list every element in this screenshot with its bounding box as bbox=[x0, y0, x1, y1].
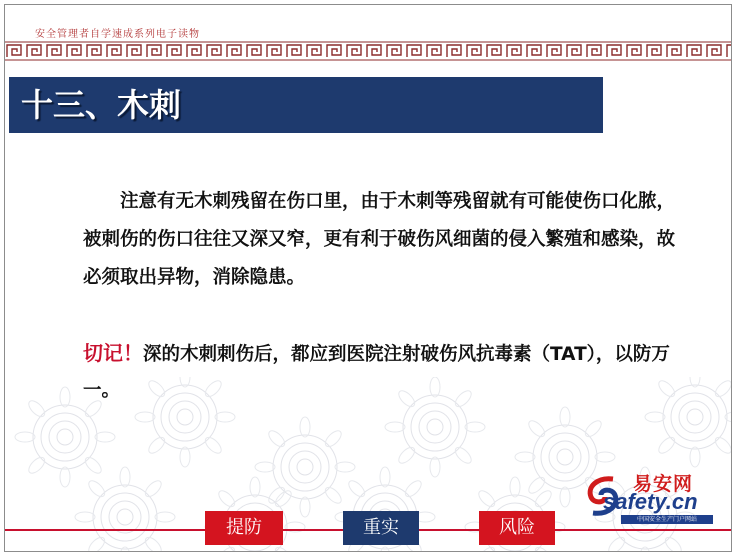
fret-border-band bbox=[5, 41, 732, 61]
series-title: 安全管理者自学速成系列电子读物 bbox=[35, 29, 200, 40]
page-title: 十三、木刺 bbox=[21, 86, 182, 124]
nav-button-key-points[interactable]: 重实 bbox=[343, 511, 419, 545]
body-paragraph: 注意有无木刺残留在伤口里，由于木刺等残留就有可能使伤口化脓，被刺伤的伤口往往又深又窄，更有利于破伤风细菌的侵入繁殖和感染，故必须取出异物，消除隐患。 bbox=[83, 191, 676, 288]
warning-text: 深的木刺刺伤后，都应到医院注射破伤风抗毒素（TAT），以防万一。 bbox=[83, 344, 670, 401]
nav-button-risk[interactable]: 风险 bbox=[479, 511, 555, 545]
logo-domain: safety.cn bbox=[603, 489, 698, 514]
nav-button-prevention[interactable]: 提防 bbox=[205, 511, 283, 545]
site-logo bbox=[583, 467, 723, 525]
title-bar bbox=[9, 77, 603, 133]
slide bbox=[4, 4, 732, 552]
fret-pattern bbox=[5, 41, 732, 61]
logo-chinese-name: 易安网 bbox=[633, 473, 694, 495]
warning-label: 切记！ bbox=[83, 341, 143, 365]
warning-paragraph bbox=[83, 335, 683, 409]
logo-tagline: 中国安全生产门户网站 bbox=[621, 515, 713, 524]
